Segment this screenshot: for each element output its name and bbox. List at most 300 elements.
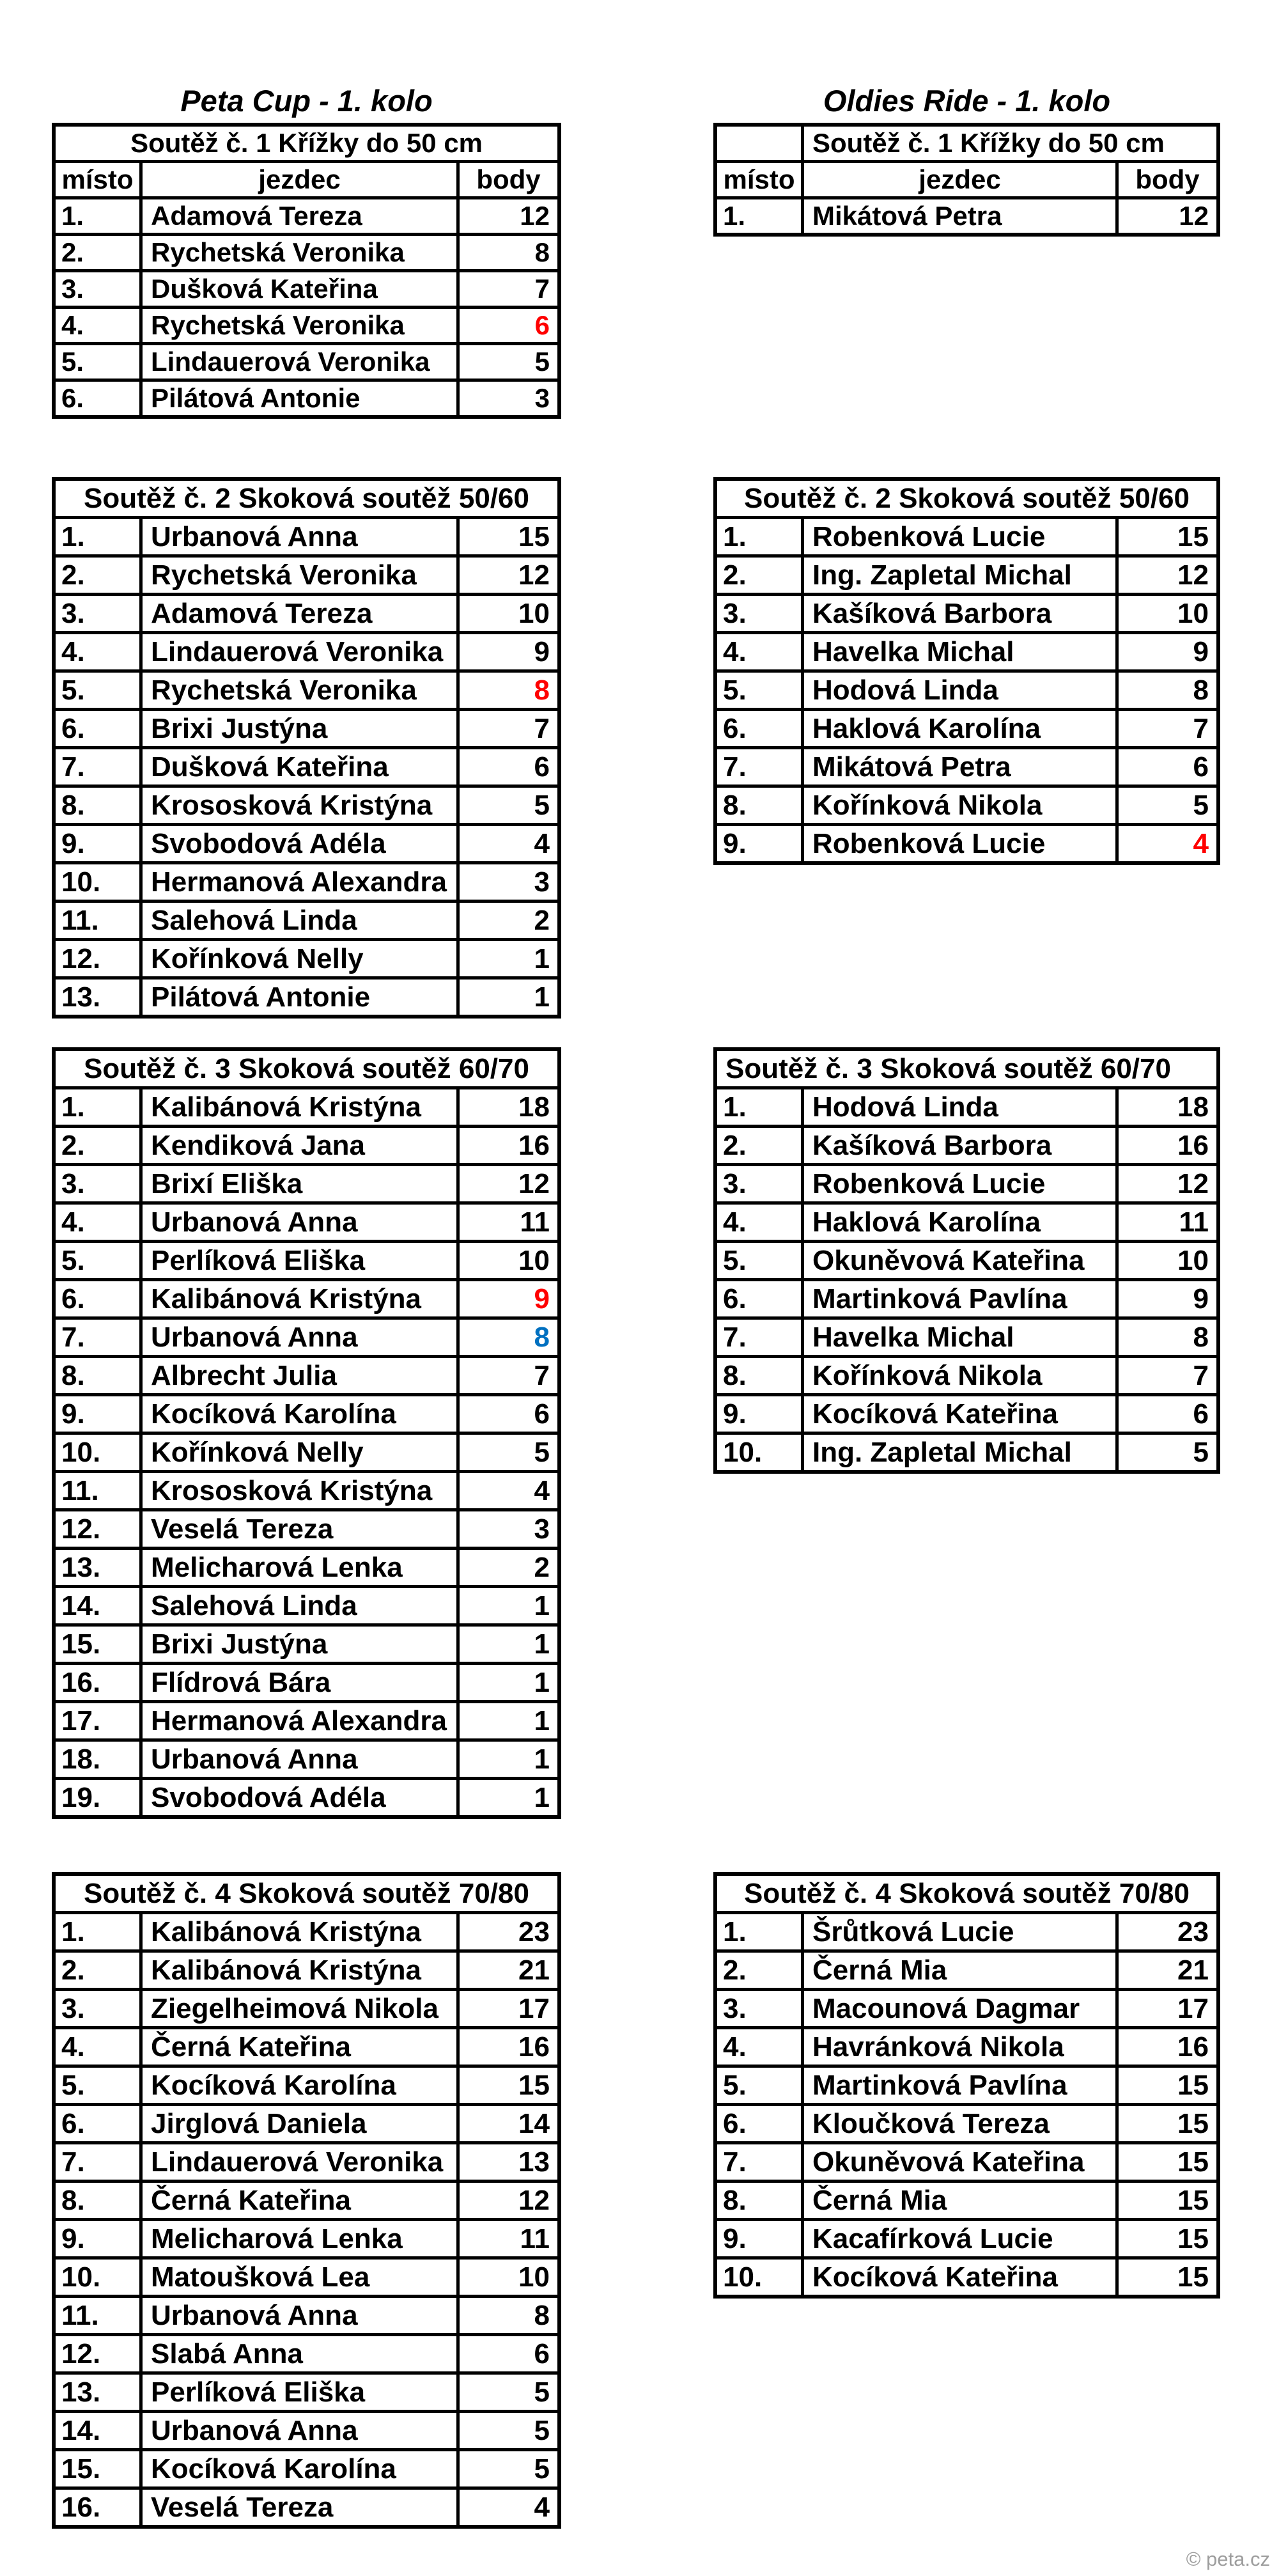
rider-cell: Hermanová Alexandra — [139, 1703, 456, 1738]
results-table — [713, 1872, 1220, 2299]
rider-cell: Macounová Dagmar — [801, 1991, 1115, 2026]
points-cell: 8 — [456, 1320, 557, 1355]
table-row — [717, 708, 1216, 746]
place-cell: 3. — [61, 1168, 85, 1199]
rider-cell: Brixi Justýna — [139, 1627, 456, 1662]
points-cell: 3 — [456, 1511, 557, 1547]
place-cell: 6. — [723, 713, 747, 744]
rider-cell: Havelka Michal — [801, 634, 1115, 669]
points-cell: 18 — [1115, 1089, 1216, 1125]
rider-cell: Jirglová Daniela — [139, 2106, 456, 2141]
place-cell: 8. — [61, 2185, 85, 2216]
points-cell: 12 — [456, 2183, 557, 2218]
table-row — [56, 2180, 557, 2218]
table-row — [717, 2218, 1216, 2256]
rider-cell: Brixi Justýna — [139, 711, 456, 746]
table-row — [56, 1278, 557, 1316]
table-row — [56, 1163, 557, 1201]
place-cell: 10. — [61, 2261, 101, 2293]
points-cell: 6 — [1115, 749, 1216, 785]
watermark: © peta.cz — [1186, 2548, 1270, 2570]
rider-cell: Kalibánová Kristýna — [139, 1281, 456, 1316]
place-cell: 16. — [61, 2492, 101, 2523]
place-cell: 11. — [61, 905, 99, 936]
table-row — [56, 342, 557, 379]
rider-cell: Kocíková Kateřina — [801, 2260, 1115, 2295]
points-cell: 10 — [1115, 1243, 1216, 1278]
table-row — [717, 1125, 1216, 1163]
points-cell: 7 — [456, 1358, 557, 1393]
rider-cell: Slabá Anna — [139, 2336, 456, 2371]
results-table — [713, 1047, 1220, 1474]
place-cell: 4. — [723, 1206, 747, 1238]
points-cell: 15 — [1115, 2183, 1216, 2218]
table-title: Soutěž č. 2 Skoková soutěž 50/60 — [84, 483, 529, 514]
place-cell: 9. — [61, 1398, 85, 1430]
rider-cell: Kořínková Nelly — [139, 1435, 456, 1470]
points-cell: 17 — [456, 1991, 557, 2026]
points-cell: 10 — [1115, 596, 1216, 631]
place-cell: 10. — [61, 866, 101, 898]
table-row — [56, 1240, 557, 1278]
place-cell: 1. — [723, 1091, 747, 1123]
rider-header: jezdec — [139, 163, 456, 196]
table-row — [56, 1700, 557, 1738]
rider-cell: Havelka Michal — [801, 1320, 1115, 1355]
points-cell: 8 — [1115, 673, 1216, 708]
points-cell: 16 — [1115, 2029, 1216, 2065]
rider-cell: Lindauerová Veronika — [139, 634, 456, 669]
table-row — [56, 2410, 557, 2448]
table-row — [56, 631, 557, 669]
points-cell: 6 — [456, 1396, 557, 1432]
results-table — [52, 1047, 561, 1819]
rider-cell: Rychetská Veronika — [139, 309, 456, 342]
table-row — [717, 516, 1216, 554]
place-cell: 3. — [61, 598, 85, 629]
place-cell: 9. — [723, 2223, 747, 2254]
table-row — [56, 2026, 557, 2065]
table-row — [56, 785, 557, 823]
points-cell: 15 — [1115, 2068, 1216, 2103]
points-cell: 7 — [1115, 1358, 1216, 1393]
table-row — [717, 1949, 1216, 1988]
rider-cell: Černá Kateřina — [139, 2029, 456, 2065]
table-title: Soutěž č. 2 Skoková soutěž 50/60 — [744, 483, 1190, 514]
place-cell: 2. — [723, 1130, 747, 1161]
points-cell: 8 — [456, 236, 557, 269]
table-row — [717, 2256, 1216, 2295]
table-row — [56, 708, 557, 746]
table-row — [717, 2180, 1216, 2218]
place-header: místo — [61, 164, 134, 194]
points-cell: 4 — [456, 2490, 557, 2525]
points-cell: 1 — [456, 1780, 557, 1815]
points-cell: 16 — [456, 2029, 557, 2065]
rider-cell: Kašíková Barbora — [801, 596, 1115, 631]
points-cell: 18 — [456, 1089, 557, 1125]
points-cell: 1 — [456, 1703, 557, 1738]
place-cell: 13. — [61, 2377, 101, 2408]
points-cell: 1 — [456, 1588, 557, 1623]
points-cell: 6 — [1115, 1396, 1216, 1432]
rider-cell: Rychetská Veronika — [139, 673, 456, 708]
rider-cell: Urbanová Anna — [139, 1205, 456, 1240]
place-cell: 6. — [61, 2108, 85, 2139]
table-row — [56, 1777, 557, 1815]
points-cell: 3 — [456, 864, 557, 900]
points-cell: 5 — [456, 2375, 557, 2410]
rider-cell: Kalibánová Kristýna — [139, 1089, 456, 1125]
place-cell: 13. — [61, 981, 101, 1013]
rider-cell: Salehová Linda — [139, 903, 456, 938]
table-row — [56, 1988, 557, 2026]
place-cell: 7. — [61, 751, 85, 783]
points-cell: 23 — [1115, 1914, 1216, 1949]
place-cell: 5. — [61, 675, 85, 706]
rider-cell: Urbanová Anna — [139, 1320, 456, 1355]
rider-cell: Urbanová Anna — [139, 2298, 456, 2333]
table-row — [717, 1240, 1216, 1278]
place-cell: 5. — [61, 347, 84, 377]
points-cell: 10 — [456, 596, 557, 631]
place-cell: 10. — [61, 1437, 101, 1468]
place-cell: 5. — [723, 675, 747, 706]
rider-cell: Kocíková Karolína — [139, 1396, 456, 1432]
table-title-row — [56, 1051, 557, 1086]
points-cell: 13 — [456, 2144, 557, 2180]
rider-cell: Kalibánová Kristýna — [139, 1953, 456, 1988]
table-row — [56, 1086, 557, 1125]
place-cell: 4. — [723, 2031, 747, 2063]
table-row — [56, 1949, 557, 1988]
table-title-row — [56, 127, 557, 160]
table-row — [56, 1547, 557, 1585]
place-cell: 4. — [61, 310, 84, 340]
rider-cell: Haklová Karolína — [801, 711, 1115, 746]
place-cell: 6. — [61, 1283, 85, 1315]
table-row — [717, 1988, 1216, 2026]
rider-cell: Krososková Kristýna — [139, 1473, 456, 1508]
rider-cell: Melicharová Lenka — [139, 2221, 456, 2256]
points-cell: 1 — [456, 1742, 557, 1777]
table-row — [56, 2333, 557, 2371]
points-cell: 2 — [456, 903, 557, 938]
table-row — [56, 2295, 557, 2333]
rider-cell: Brixí Eliška — [139, 1166, 456, 1201]
table-row — [717, 1278, 1216, 1316]
place-cell: 12. — [61, 943, 101, 974]
rider-cell: Urbanová Anna — [139, 519, 456, 554]
rider-cell: Ziegelheimová Nikola — [139, 1991, 456, 2026]
rider-cell: Martinková Pavlína — [801, 1281, 1115, 1316]
place-cell: 7. — [723, 2146, 747, 2178]
points-cell: 5 — [456, 345, 557, 379]
place-cell: 8. — [723, 790, 747, 821]
points-cell: 16 — [1115, 1128, 1216, 1163]
place-cell: 14. — [61, 1590, 101, 1621]
table-row — [56, 2218, 557, 2256]
table-title-row — [717, 127, 1216, 160]
place-cell: 10. — [723, 2261, 763, 2293]
rider-cell: Kocíková Karolína — [139, 2451, 456, 2486]
rider-cell: Hermanová Alexandra — [139, 864, 456, 900]
table-header-row — [56, 160, 557, 196]
points-cell: 15 — [1115, 2260, 1216, 2295]
table-title-row — [56, 1876, 557, 1911]
table-row — [56, 1911, 557, 1949]
rider-cell: Kacafírková Lucie — [801, 2221, 1115, 2256]
table-row — [56, 379, 557, 415]
table-row — [56, 1585, 557, 1623]
rider-cell: Okuněvová Kateřina — [801, 2144, 1115, 2180]
place-cell: 6. — [61, 713, 85, 744]
table-row — [717, 1163, 1216, 1201]
points-cell: 1 — [456, 1627, 557, 1662]
table-row — [717, 746, 1216, 785]
place-cell: 2. — [723, 1955, 747, 1986]
place-cell: 1. — [723, 521, 747, 552]
table-row — [56, 1662, 557, 1700]
points-cell: 1 — [456, 1665, 557, 1700]
rider-cell: Pilátová Antonie — [139, 382, 456, 415]
table-row — [717, 554, 1216, 593]
points-cell: 5 — [456, 788, 557, 823]
table-row — [56, 1738, 557, 1777]
table-row — [56, 2448, 557, 2486]
points-cell: 7 — [456, 711, 557, 746]
rider-cell: Haklová Karolína — [801, 1205, 1115, 1240]
series-title-peta-cup: Peta Cup - 1. kolo — [180, 84, 433, 118]
table-row — [56, 1355, 557, 1393]
table-row — [717, 1086, 1216, 1125]
rider-cell: Kalibánová Kristýna — [139, 1914, 456, 1949]
points-cell: 8 — [456, 673, 557, 708]
table-row — [56, 306, 557, 342]
points-cell: 9 — [456, 1281, 557, 1316]
rider-cell: Kloučková Tereza — [801, 2106, 1115, 2141]
place-cell: 4. — [61, 1206, 85, 1238]
rider-cell: Černá Mia — [801, 2183, 1115, 2218]
rider-cell: Adamová Tereza — [139, 596, 456, 631]
place-cell: 12. — [61, 2338, 101, 2369]
table-header-row — [717, 160, 1216, 196]
points-cell: 10 — [456, 1243, 557, 1278]
table-row — [56, 2256, 557, 2295]
table-row — [717, 1432, 1216, 1470]
place-cell: 17. — [61, 1705, 101, 1737]
table-row — [56, 269, 557, 306]
table-row — [717, 196, 1216, 233]
results-table — [713, 123, 1220, 237]
place-cell: 16. — [61, 1667, 101, 1698]
rider-cell: Lindauerová Veronika — [139, 2144, 456, 2180]
points-cell: 14 — [456, 2106, 557, 2141]
points-cell: 7 — [1115, 711, 1216, 746]
rider-cell: Veselá Tereza — [139, 1511, 456, 1547]
points-cell: 6 — [456, 309, 557, 342]
points-cell: 21 — [456, 1953, 557, 1988]
rider-cell: Melicharová Lenka — [139, 1550, 456, 1585]
points-cell: 8 — [456, 2298, 557, 2333]
table-title: Soutěž č. 1 Křížky do 50 cm — [801, 127, 1216, 160]
place-cell: 1. — [61, 1916, 85, 1948]
rider-cell: Robenková Lucie — [801, 826, 1115, 861]
table-title-row — [717, 1876, 1216, 1911]
points-cell: 1 — [456, 941, 557, 976]
table-row — [717, 2141, 1216, 2180]
table-title-row — [56, 481, 557, 516]
points-cell: 16 — [456, 1128, 557, 1163]
place-cell: 8. — [723, 2185, 747, 2216]
points-cell: 5 — [1115, 1435, 1216, 1470]
place-cell: 2. — [61, 559, 85, 591]
points-cell: 9 — [456, 634, 557, 669]
points-cell: 12 — [1115, 1166, 1216, 1201]
points-cell: 4 — [1115, 826, 1216, 861]
points-cell: 6 — [456, 749, 557, 785]
place-cell: 2. — [61, 1130, 85, 1161]
place-cell: 10. — [723, 1437, 763, 1468]
points-cell: 3 — [456, 382, 557, 415]
table-row — [717, 631, 1216, 669]
rider-cell: Rychetská Veronika — [139, 236, 456, 269]
rider-cell: Hodová Linda — [801, 673, 1115, 708]
place-cell: 6. — [723, 1283, 747, 1315]
table-row — [56, 823, 557, 861]
table-title: Soutěž č. 3 Skoková soutěž 60/70 — [725, 1053, 1171, 1084]
rider-cell: Perlíková Eliška — [139, 1243, 456, 1278]
table-row — [717, 785, 1216, 823]
rider-cell: Šrůtková Lucie — [801, 1914, 1115, 1949]
points-cell: 1 — [456, 980, 557, 1015]
points-cell: 15 — [456, 519, 557, 554]
rider-cell: Salehová Linda — [139, 1588, 456, 1623]
table-row — [717, 1201, 1216, 1240]
results-table — [713, 477, 1220, 865]
results-table — [52, 123, 561, 419]
table-row — [717, 669, 1216, 708]
place-cell: 6. — [723, 2108, 747, 2139]
points-cell: 9 — [1115, 634, 1216, 669]
rider-cell: Adamová Tereza — [139, 199, 456, 233]
points-cell: 15 — [1115, 2144, 1216, 2180]
points-cell: 12 — [456, 1166, 557, 1201]
place-cell: 3. — [723, 1168, 747, 1199]
place-cell: 11. — [61, 1475, 99, 1506]
table-row — [717, 2065, 1216, 2103]
table-row — [717, 1393, 1216, 1432]
points-cell: 5 — [456, 1435, 557, 1470]
table-row — [56, 861, 557, 900]
table-row — [56, 1316, 557, 1355]
rider-cell: Kocíková Karolína — [139, 2068, 456, 2103]
table-row — [717, 593, 1216, 631]
points-cell: 12 — [456, 558, 557, 593]
rider-cell: Pilátová Antonie — [139, 980, 456, 1015]
place-cell: 3. — [723, 598, 747, 629]
place-cell: 9. — [61, 2223, 85, 2254]
place-cell: 4. — [61, 636, 85, 667]
rider-header: jezdec — [801, 163, 1115, 196]
table-row — [56, 2371, 557, 2410]
table-row — [56, 900, 557, 938]
rider-cell: Havránková Nikola — [801, 2029, 1115, 2065]
place-cell: 1. — [61, 1091, 85, 1123]
place-header: místo — [723, 164, 795, 194]
place-cell: 15. — [61, 2453, 101, 2485]
table-row — [56, 976, 557, 1015]
table-row — [56, 1470, 557, 1508]
place-cell: 9. — [723, 828, 747, 859]
points-cell: 7 — [456, 272, 557, 306]
place-cell: 4. — [61, 2031, 85, 2063]
rider-cell: Černá Kateřina — [139, 2183, 456, 2218]
rider-cell: Perlíková Eliška — [139, 2375, 456, 2410]
rider-cell: Svobodová Adéla — [139, 1780, 456, 1815]
place-cell: 1. — [61, 201, 84, 231]
empty-title-cell — [717, 127, 801, 160]
rider-cell: Ing. Zapletal Michal — [801, 1435, 1115, 1470]
rider-cell: Ing. Zapletal Michal — [801, 558, 1115, 593]
table-row — [56, 1125, 557, 1163]
rider-cell: Urbanová Anna — [139, 1742, 456, 1777]
table-row — [56, 593, 557, 631]
table-row — [717, 1911, 1216, 1949]
place-cell: 6. — [61, 383, 84, 413]
table-title-row — [717, 481, 1216, 516]
points-cell: 10 — [456, 2260, 557, 2295]
place-cell: 3. — [61, 274, 84, 304]
place-cell: 9. — [61, 828, 85, 859]
rider-cell: Dušková Kateřina — [139, 749, 456, 785]
rider-cell: Hodová Linda — [801, 1089, 1115, 1125]
place-cell: 11. — [61, 2300, 99, 2331]
table-row — [56, 516, 557, 554]
table-row — [56, 2065, 557, 2103]
place-cell: 1. — [723, 1916, 747, 1948]
table-title-row — [717, 1051, 1216, 1086]
table-row — [56, 1623, 557, 1662]
table-row — [56, 2486, 557, 2525]
rider-cell: Okuněvová Kateřina — [801, 1243, 1115, 1278]
rider-cell: Matoušková Lea — [139, 2260, 456, 2295]
rider-cell: Flídrová Bára — [139, 1665, 456, 1700]
place-cell: 3. — [723, 1993, 747, 2024]
place-cell: 3. — [61, 1993, 85, 2024]
points-cell: 4 — [456, 826, 557, 861]
points-cell: 11 — [456, 1205, 557, 1240]
place-cell: 15. — [61, 1628, 101, 1660]
results-table — [52, 477, 561, 1019]
place-cell: 14. — [61, 2415, 101, 2446]
place-cell: 7. — [723, 1322, 747, 1353]
place-cell: 19. — [61, 1782, 101, 1813]
table-row — [56, 2141, 557, 2180]
place-cell: 5. — [61, 1245, 85, 1276]
points-cell: 15 — [1115, 2221, 1216, 2256]
table-row — [56, 938, 557, 976]
place-cell: 8. — [723, 1360, 747, 1391]
table-title: Soutěž č. 3 Skoková soutěž 60/70 — [84, 1053, 529, 1084]
points-cell: 21 — [1115, 1953, 1216, 1988]
rider-cell: Dušková Kateřina — [139, 272, 456, 306]
points-cell: 15 — [456, 2068, 557, 2103]
points-cell: 23 — [456, 1914, 557, 1949]
rider-cell: Kořínková Nikola — [801, 788, 1115, 823]
rider-cell: Robenková Lucie — [801, 519, 1115, 554]
table-row — [56, 746, 557, 785]
